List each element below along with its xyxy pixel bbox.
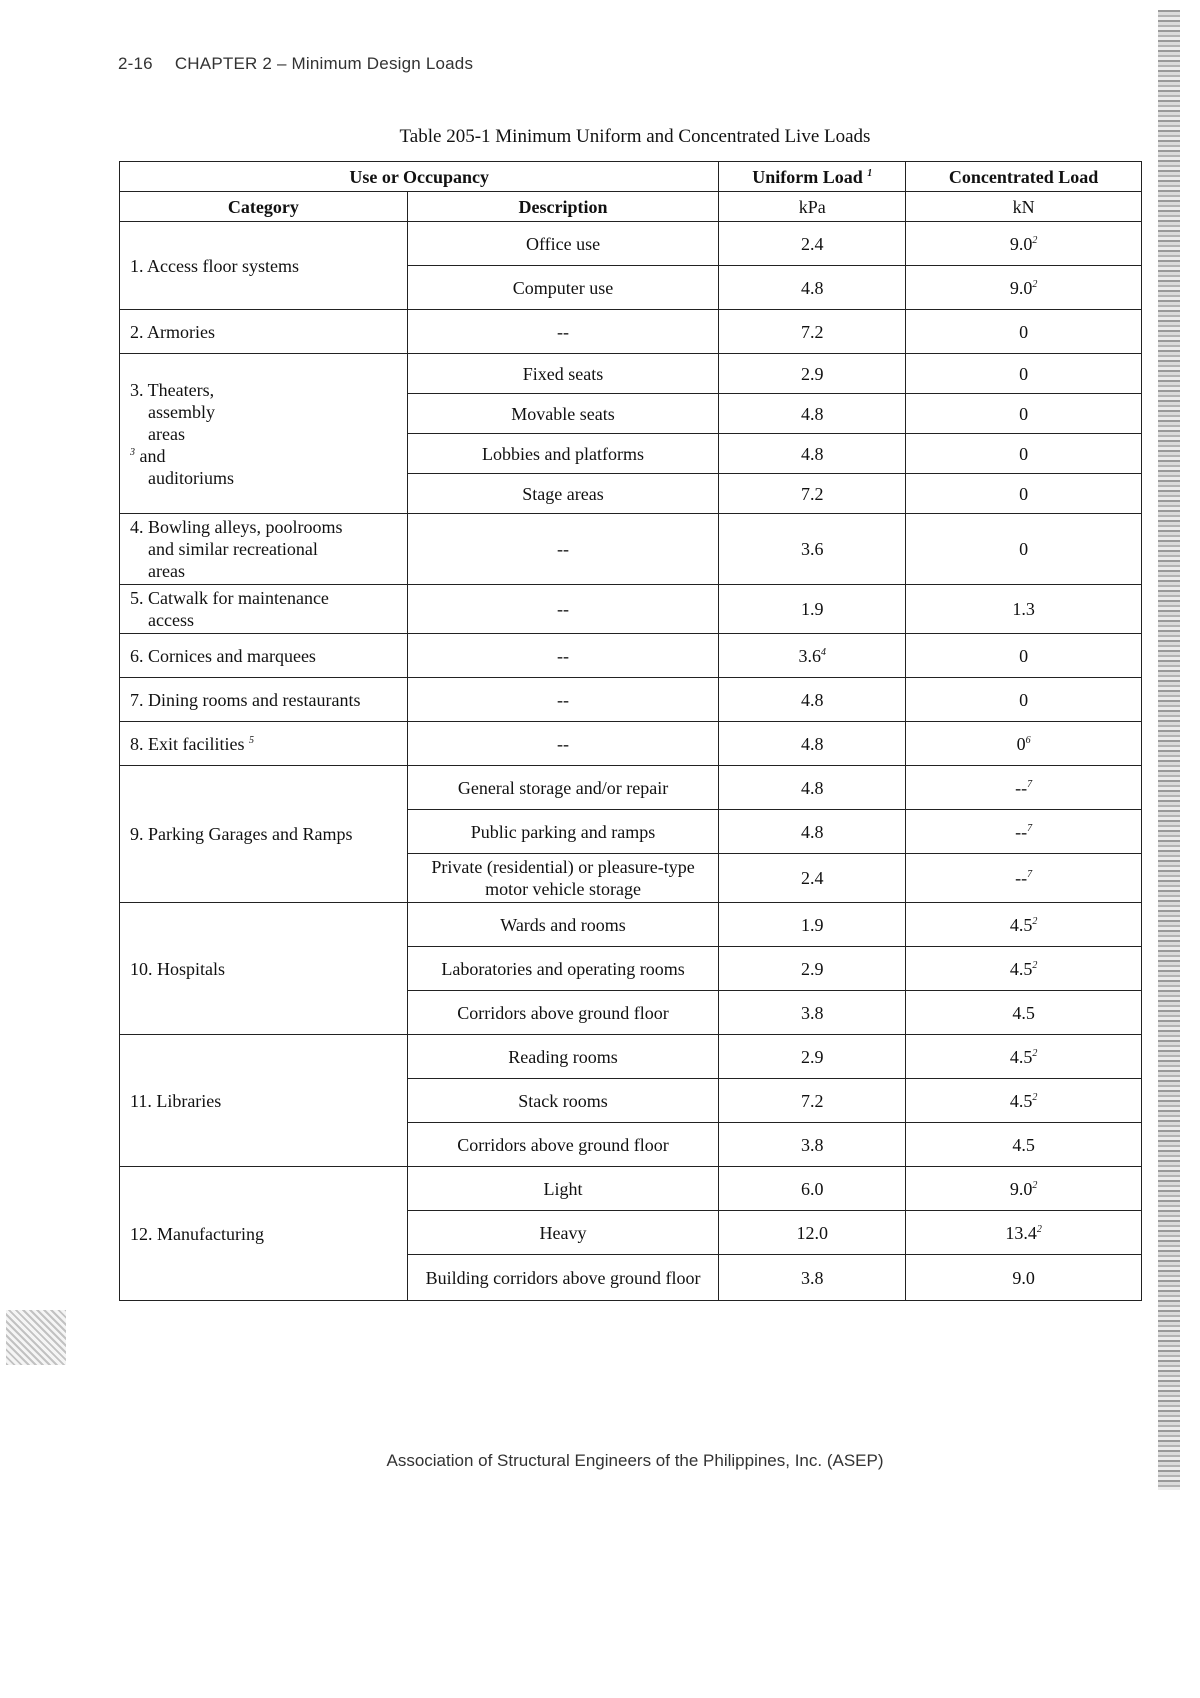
header-uniform-load-label: Uniform Load — [752, 166, 863, 187]
concentrated-load-cell — [906, 1211, 1142, 1255]
table-row — [120, 514, 1142, 585]
description-cell: -- — [407, 514, 719, 585]
description-cell: Stack rooms — [407, 1079, 719, 1123]
concentrated-load-value: 0 — [1019, 645, 1029, 666]
uniform-load-value: 2.9 — [801, 958, 824, 979]
table-row — [120, 678, 1142, 722]
concentrated-load-value: 0 — [1019, 483, 1029, 504]
uniform-load-value: 4.8 — [801, 403, 824, 424]
concentrated-load-note: 2 — [1032, 959, 1038, 971]
concentrated-load-cell — [906, 1167, 1142, 1211]
concentrated-load-value: 4.5 — [1012, 1134, 1035, 1155]
category-line: areas — [148, 561, 185, 581]
table-row — [120, 634, 1142, 678]
concentrated-load-cell — [906, 854, 1142, 903]
header-uniform-load-note: 1 — [867, 167, 873, 179]
concentrated-load-value: 0 — [1019, 403, 1029, 424]
description-cell: Reading rooms — [407, 1035, 719, 1079]
header-use-or-occupancy: Use or Occupancy — [120, 162, 719, 192]
concentrated-load-note: 2 — [1032, 915, 1038, 927]
uniform-load-cell — [719, 1255, 906, 1301]
concentrated-load-cell — [906, 678, 1142, 722]
category-line: 4. Bowling alleys, poolrooms — [130, 517, 343, 537]
uniform-load-value: 2.4 — [801, 868, 824, 888]
category-line: 11. Libraries — [130, 1090, 222, 1111]
concentrated-load-value: 0 — [1019, 363, 1029, 384]
table-row — [120, 1035, 1142, 1079]
description-cell: -- — [407, 722, 719, 766]
concentrated-load-cell — [906, 903, 1142, 947]
concentrated-load-value: 13.4 — [1005, 1222, 1037, 1243]
uniform-load-value: 4.8 — [801, 277, 824, 298]
concentrated-load-value: 0 — [1016, 733, 1026, 754]
description-cell: -- — [407, 634, 719, 678]
concentrated-load-cell — [906, 222, 1142, 266]
concentrated-load-note: 2 — [1036, 1223, 1042, 1235]
scan-edge-artifact — [1158, 10, 1180, 1490]
concentrated-load-cell — [906, 266, 1142, 310]
concentrated-load-note: 2 — [1032, 234, 1038, 246]
chapter-title: CHAPTER 2 – Minimum Design Loads — [174, 54, 474, 73]
category-cell — [120, 766, 408, 903]
uniform-load-cell — [719, 903, 906, 947]
category-cell — [120, 585, 408, 634]
description-cell: Laboratories and operating rooms — [407, 947, 719, 991]
uniform-load-cell — [719, 1123, 906, 1167]
uniform-load-cell — [719, 1035, 906, 1079]
description-cell: Computer use — [407, 266, 719, 310]
description-cell: Corridors above ground floor — [407, 1123, 719, 1167]
concentrated-load-value: 0 — [1019, 443, 1029, 464]
scan-corner-artifact — [6, 1310, 66, 1365]
table-row — [120, 903, 1142, 947]
uniform-load-value: 3.6 — [801, 539, 824, 559]
concentrated-load-note: 7 — [1027, 778, 1033, 790]
concentrated-load-cell — [906, 722, 1142, 766]
concentrated-load-value: 4.5 — [1012, 1002, 1035, 1023]
description-cell: Lobbies and platforms — [407, 434, 719, 474]
table-row — [120, 1167, 1142, 1211]
uniform-load-value: 6.0 — [801, 1178, 824, 1199]
uniform-load-cell — [719, 991, 906, 1035]
live-loads-table — [119, 161, 1142, 1301]
concentrated-load-cell — [906, 310, 1142, 354]
uniform-load-cell — [719, 514, 906, 585]
category-cell — [120, 1035, 408, 1167]
running-head — [118, 54, 473, 74]
concentrated-load-cell — [906, 394, 1142, 434]
category-cell — [120, 1167, 408, 1301]
uniform-load-note: 4 — [821, 646, 827, 658]
concentrated-load-cell — [906, 1035, 1142, 1079]
header-uniform-load — [719, 162, 906, 192]
category-line: assembly — [148, 401, 215, 422]
uniform-load-value: 2.9 — [801, 363, 824, 384]
uniform-load-cell — [719, 766, 906, 810]
header-concentrated-unit: kN — [906, 192, 1142, 222]
category-line: auditoriums — [148, 467, 234, 488]
uniform-load-value: 4.8 — [801, 689, 824, 710]
uniform-load-cell — [719, 434, 906, 474]
category-line: 1. Access floor systems — [130, 255, 299, 276]
concentrated-load-note: 7 — [1027, 869, 1033, 880]
table-title: Table 205-1 Minimum Uniform and Concentrated Live Loads — [399, 126, 871, 147]
concentrated-load-note: 7 — [1027, 822, 1033, 834]
description-cell: Private (residential) or pleasure-type motor vehicle storage — [407, 854, 719, 903]
category-line: 7. Dining rooms and restaurants — [130, 689, 361, 710]
header-concentrated-load: Concentrated Load — [906, 162, 1142, 192]
category-line: and similar recreational — [148, 539, 318, 559]
concentrated-load-value: 9.0 — [1009, 1178, 1033, 1199]
uniform-load-cell — [719, 354, 906, 394]
concentrated-load-note: 2 — [1032, 1047, 1038, 1059]
uniform-load-value: 3.8 — [801, 1267, 824, 1288]
description-cell: Public parking and ramps — [407, 810, 719, 854]
uniform-load-value: 7.2 — [801, 321, 824, 342]
concentrated-load-cell — [906, 991, 1142, 1035]
description-cell: Building corridors above ground floor — [407, 1255, 719, 1301]
uniform-load-cell — [719, 1167, 906, 1211]
header-category: Category — [120, 192, 408, 222]
concentrated-load-value: 4.5 — [1009, 958, 1033, 979]
category-cell — [120, 903, 408, 1035]
table-row — [120, 354, 1142, 394]
uniform-load-cell — [719, 310, 906, 354]
category-line: 9. Parking Garages and Ramps — [130, 824, 353, 844]
concentrated-load-cell — [906, 1123, 1142, 1167]
uniform-load-cell — [719, 1079, 906, 1123]
category-note: 5 — [248, 734, 254, 746]
uniform-load-cell — [719, 722, 906, 766]
concentrated-load-note: 2 — [1032, 1179, 1038, 1191]
page-number: 2-16 — [118, 54, 153, 73]
category-line: areas — [148, 423, 185, 444]
concentrated-load-value: -- — [1015, 821, 1028, 842]
uniform-load-value: 2.4 — [801, 233, 824, 254]
uniform-load-value: 4.8 — [801, 821, 824, 842]
uniform-load-cell — [719, 634, 906, 678]
uniform-load-cell — [719, 1211, 906, 1255]
description-cell: -- — [407, 585, 719, 634]
table-row — [120, 222, 1142, 266]
concentrated-load-value: 4.5 — [1009, 1090, 1033, 1111]
uniform-load-value: 4.8 — [801, 443, 824, 464]
category-line: 12. Manufacturing — [130, 1223, 264, 1244]
category-line: 10. Hospitals — [130, 958, 226, 979]
uniform-load-value: 3.8 — [801, 1002, 824, 1023]
uniform-load-cell — [719, 222, 906, 266]
uniform-load-cell — [719, 854, 906, 903]
concentrated-load-value: 1.3 — [1012, 599, 1035, 619]
concentrated-load-cell — [906, 354, 1142, 394]
concentrated-load-cell — [906, 634, 1142, 678]
uniform-load-value: 7.2 — [801, 1090, 824, 1111]
uniform-load-cell — [719, 810, 906, 854]
description-cell: Corridors above ground floor — [407, 991, 719, 1035]
description-cell: Fixed seats — [407, 354, 719, 394]
uniform-load-value: 4.8 — [801, 733, 824, 754]
category-line: and — [139, 445, 166, 466]
uniform-load-value: 2.9 — [801, 1046, 824, 1067]
uniform-load-cell — [719, 947, 906, 991]
concentrated-load-cell — [906, 585, 1142, 634]
header-uniform-unit: kPa — [719, 192, 906, 222]
description-cell: Heavy — [407, 1211, 719, 1255]
concentrated-load-cell — [906, 1255, 1142, 1301]
uniform-load-cell — [719, 474, 906, 514]
concentrated-load-value: 9.0 — [1009, 277, 1033, 298]
concentrated-load-note: 2 — [1032, 278, 1038, 290]
uniform-load-cell — [719, 678, 906, 722]
concentrated-load-cell — [906, 1079, 1142, 1123]
concentrated-load-cell — [906, 434, 1142, 474]
description-cell: Stage areas — [407, 474, 719, 514]
category-cell — [120, 514, 408, 585]
category-cell — [120, 222, 408, 310]
category-note: 3 — [130, 446, 135, 458]
uniform-load-cell — [719, 394, 906, 434]
concentrated-load-value: 9.0 — [1012, 1267, 1035, 1288]
category-cell — [120, 634, 408, 678]
category-line: 6. Cornices and marquees — [130, 645, 316, 666]
uniform-load-value: 4.8 — [801, 777, 824, 798]
table-row — [120, 310, 1142, 354]
category-cell — [120, 722, 408, 766]
category-line: 3. Theaters, — [130, 379, 215, 400]
uniform-load-value: 1.9 — [801, 599, 824, 619]
description-cell: -- — [407, 678, 719, 722]
description-cell: -- — [407, 310, 719, 354]
description-cell: Office use — [407, 222, 719, 266]
page-footer: Association of Structural Engineers of the Philippines, Inc. (ASEP) — [386, 1451, 884, 1470]
concentrated-load-value: 0 — [1019, 689, 1029, 710]
uniform-load-cell — [719, 585, 906, 634]
concentrated-load-cell — [906, 810, 1142, 854]
category-line: access — [148, 610, 194, 630]
concentrated-load-value: -- — [1015, 777, 1028, 798]
uniform-load-value: 12.0 — [796, 1222, 829, 1243]
concentrated-load-cell — [906, 766, 1142, 810]
category-cell — [120, 678, 408, 722]
header-description: Description — [407, 192, 719, 222]
uniform-load-value: 3.8 — [801, 1134, 824, 1155]
concentrated-load-cell — [906, 947, 1142, 991]
concentrated-load-cell — [906, 514, 1142, 585]
concentrated-load-note: 6 — [1025, 734, 1031, 746]
description-cell: General storage and/or repair — [407, 766, 719, 810]
concentrated-load-value: 9.0 — [1009, 233, 1033, 254]
description-cell: Wards and rooms — [407, 903, 719, 947]
description-cell: Light — [407, 1167, 719, 1211]
table-row — [120, 766, 1142, 810]
table-row — [120, 722, 1142, 766]
concentrated-load-value: 4.5 — [1009, 1046, 1033, 1067]
concentrated-load-value: 4.5 — [1009, 914, 1033, 935]
category-cell — [120, 310, 408, 354]
table-row — [120, 585, 1142, 634]
description-cell: Movable seats — [407, 394, 719, 434]
concentrated-load-note: 2 — [1032, 1091, 1038, 1103]
uniform-load-value: 7.2 — [801, 483, 824, 504]
concentrated-load-cell — [906, 474, 1142, 514]
uniform-load-value: 3.6 — [798, 645, 822, 666]
category-cell — [120, 354, 408, 514]
uniform-load-cell — [719, 266, 906, 310]
concentrated-load-value: 0 — [1019, 321, 1029, 342]
category-line: 5. Catwalk for maintenance — [130, 588, 329, 608]
concentrated-load-value: -- — [1015, 868, 1028, 888]
concentrated-load-value: 0 — [1019, 539, 1029, 559]
category-line: 8. Exit facilities — [130, 733, 245, 754]
uniform-load-value: 1.9 — [801, 914, 824, 935]
category-line: 2. Armories — [130, 321, 215, 342]
